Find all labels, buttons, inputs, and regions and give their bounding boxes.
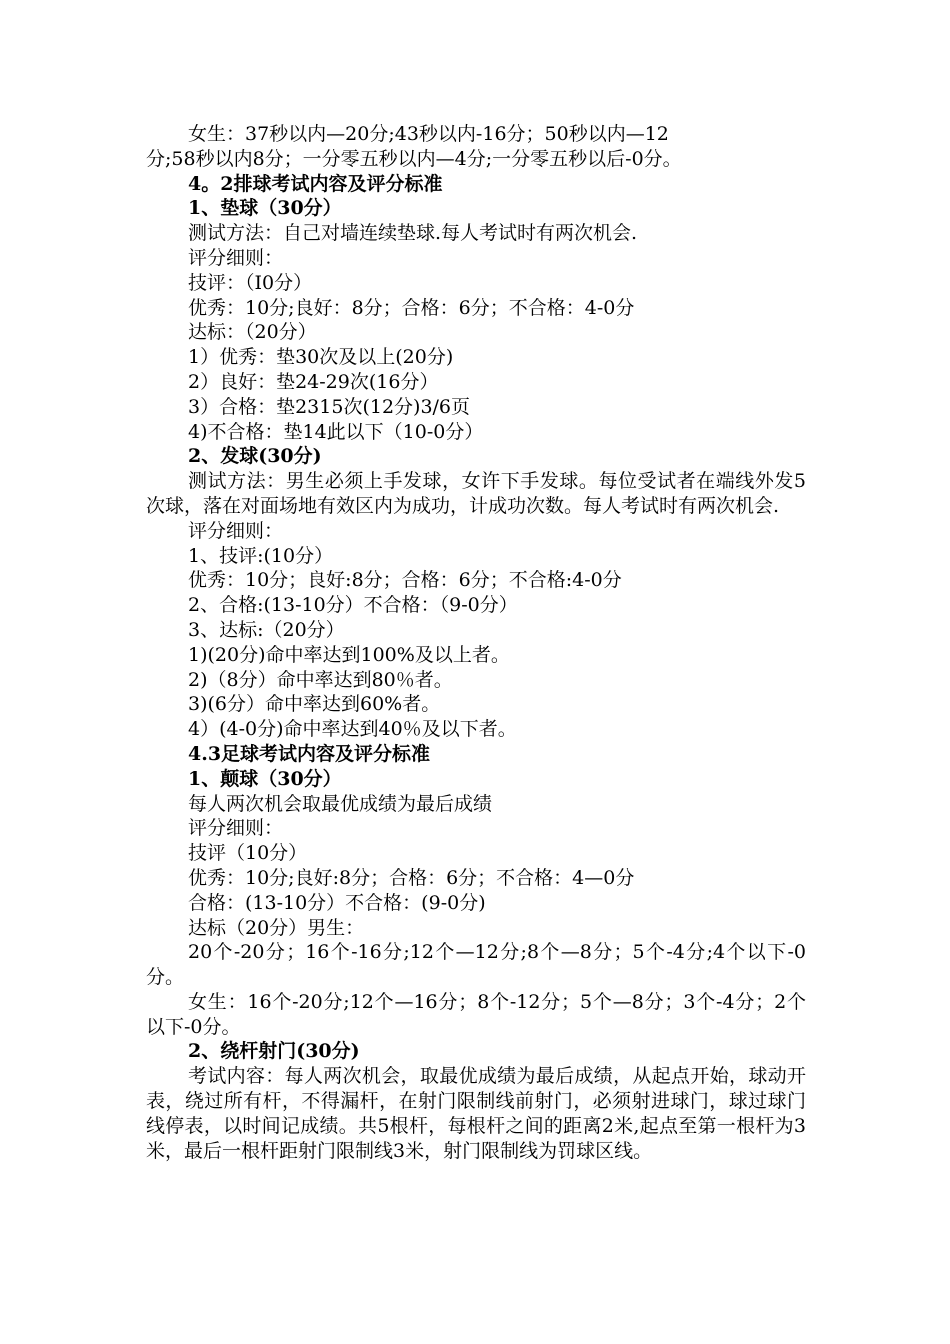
text-line: 2）良好：垫24-29次(16分） (188, 370, 439, 393)
text-paragraph: 女生：16个-20分;12个—16分；8个-12分；5个—8分；3个-4分；2个以下-0分。 (146, 990, 806, 1038)
text-line: 优秀：10分；良好:8分；合格：6分；不合格:4-0分 (188, 569, 622, 592)
text-line: 优秀：10分;良好:8分；合格：6分；不合格：4—0分 (188, 866, 635, 889)
document-page (146, 122, 806, 1163)
text-paragraph: 20个-20分；16个-16分;12个—12分;8个—8分；5个-4分;4个以下-0分。 (146, 941, 806, 989)
text-line: 分;58秒以内8分；一分零五秒以内—4分;一分零五秒以后-0分。 (146, 147, 682, 170)
text-line: 2、合格:(13-10分）不合格：（9-0分） (188, 594, 518, 617)
text-line: 技评（10分） (188, 842, 308, 865)
text-line: 4)不合格：垫14此以下（10-0分） (188, 420, 484, 443)
text-line: 3)(6分）命中率达到60%者。 (188, 693, 441, 716)
text-line: 4）(4-0分)命中率达到40％及以下者。 (188, 718, 517, 741)
text-line: 评分细则： (188, 817, 284, 840)
text-line: 测试方法：自己对墙连续垫球.每人考试时有两次机会. (188, 222, 638, 245)
subsection-heading: 1、颠球（30分） (188, 767, 342, 790)
text-line: 1)(20分)命中率达到100%及以上者。 (188, 643, 510, 666)
text-paragraph: 测试方法：男生必须上手发球，女许下手发球。每位受试者在端线外发5次球，落在对面场地有效区内为成功，计成功次数。每人考试时有两次机会. (146, 470, 806, 517)
text-line: 2)（8分）命中率达到80％者。 (188, 668, 453, 691)
text-line: 合格：(13-10分）不合格：(9-0分) (188, 891, 486, 914)
text-line: 优秀：10分;良好：8分；合格：6分；不合格：4-0分 (188, 296, 635, 319)
text-line: 评分细则： (188, 246, 284, 269)
section-heading: 4.3足球考试内容及评分标准 (188, 742, 431, 765)
section-heading: 4。2排球考试内容及评分标准 (188, 172, 443, 195)
text-paragraph: 考试内容：每人两次机会，取最优成绩为最后成绩，从起点开始，球动开表，绕过所有杆，不得漏杆，在射门限制线前射门，必须射进球门，球过球门线停表，以时间记成绩。共5根杆，每根杆之间的距离2米,起点至第一根杆为3米，最后一根杆距射门限制线3米，射门限制线为罚球区线。 (146, 1065, 806, 1162)
subsection-heading: 1、垫球（30分） (188, 197, 342, 220)
text-line: 达标（20分）男生： (188, 916, 365, 939)
text-line: 3、达标:（20分） (188, 618, 345, 641)
text-line: 女生：37秒以内—20分;43秒以内-16分；50秒以内—12 (188, 123, 669, 145)
text-line: 评分细则： (188, 519, 284, 542)
text-line: 1）优秀：垫30次及以上(20分) (188, 346, 454, 369)
subsection-heading: 2、发球(30分) (188, 445, 322, 468)
text-line: 达标：（20分） (188, 321, 317, 344)
text-line: 技评：（I0分） (188, 271, 313, 294)
text-line: 每人两次机会取最优成绩为最后成绩 (188, 792, 493, 815)
text-line: 3）合格：垫2315次(12分)3/6页 (188, 395, 471, 418)
text-line: 1、技评:(10分） (188, 544, 334, 567)
subsection-heading: 2、绕杆射门(30分) (188, 1040, 360, 1063)
